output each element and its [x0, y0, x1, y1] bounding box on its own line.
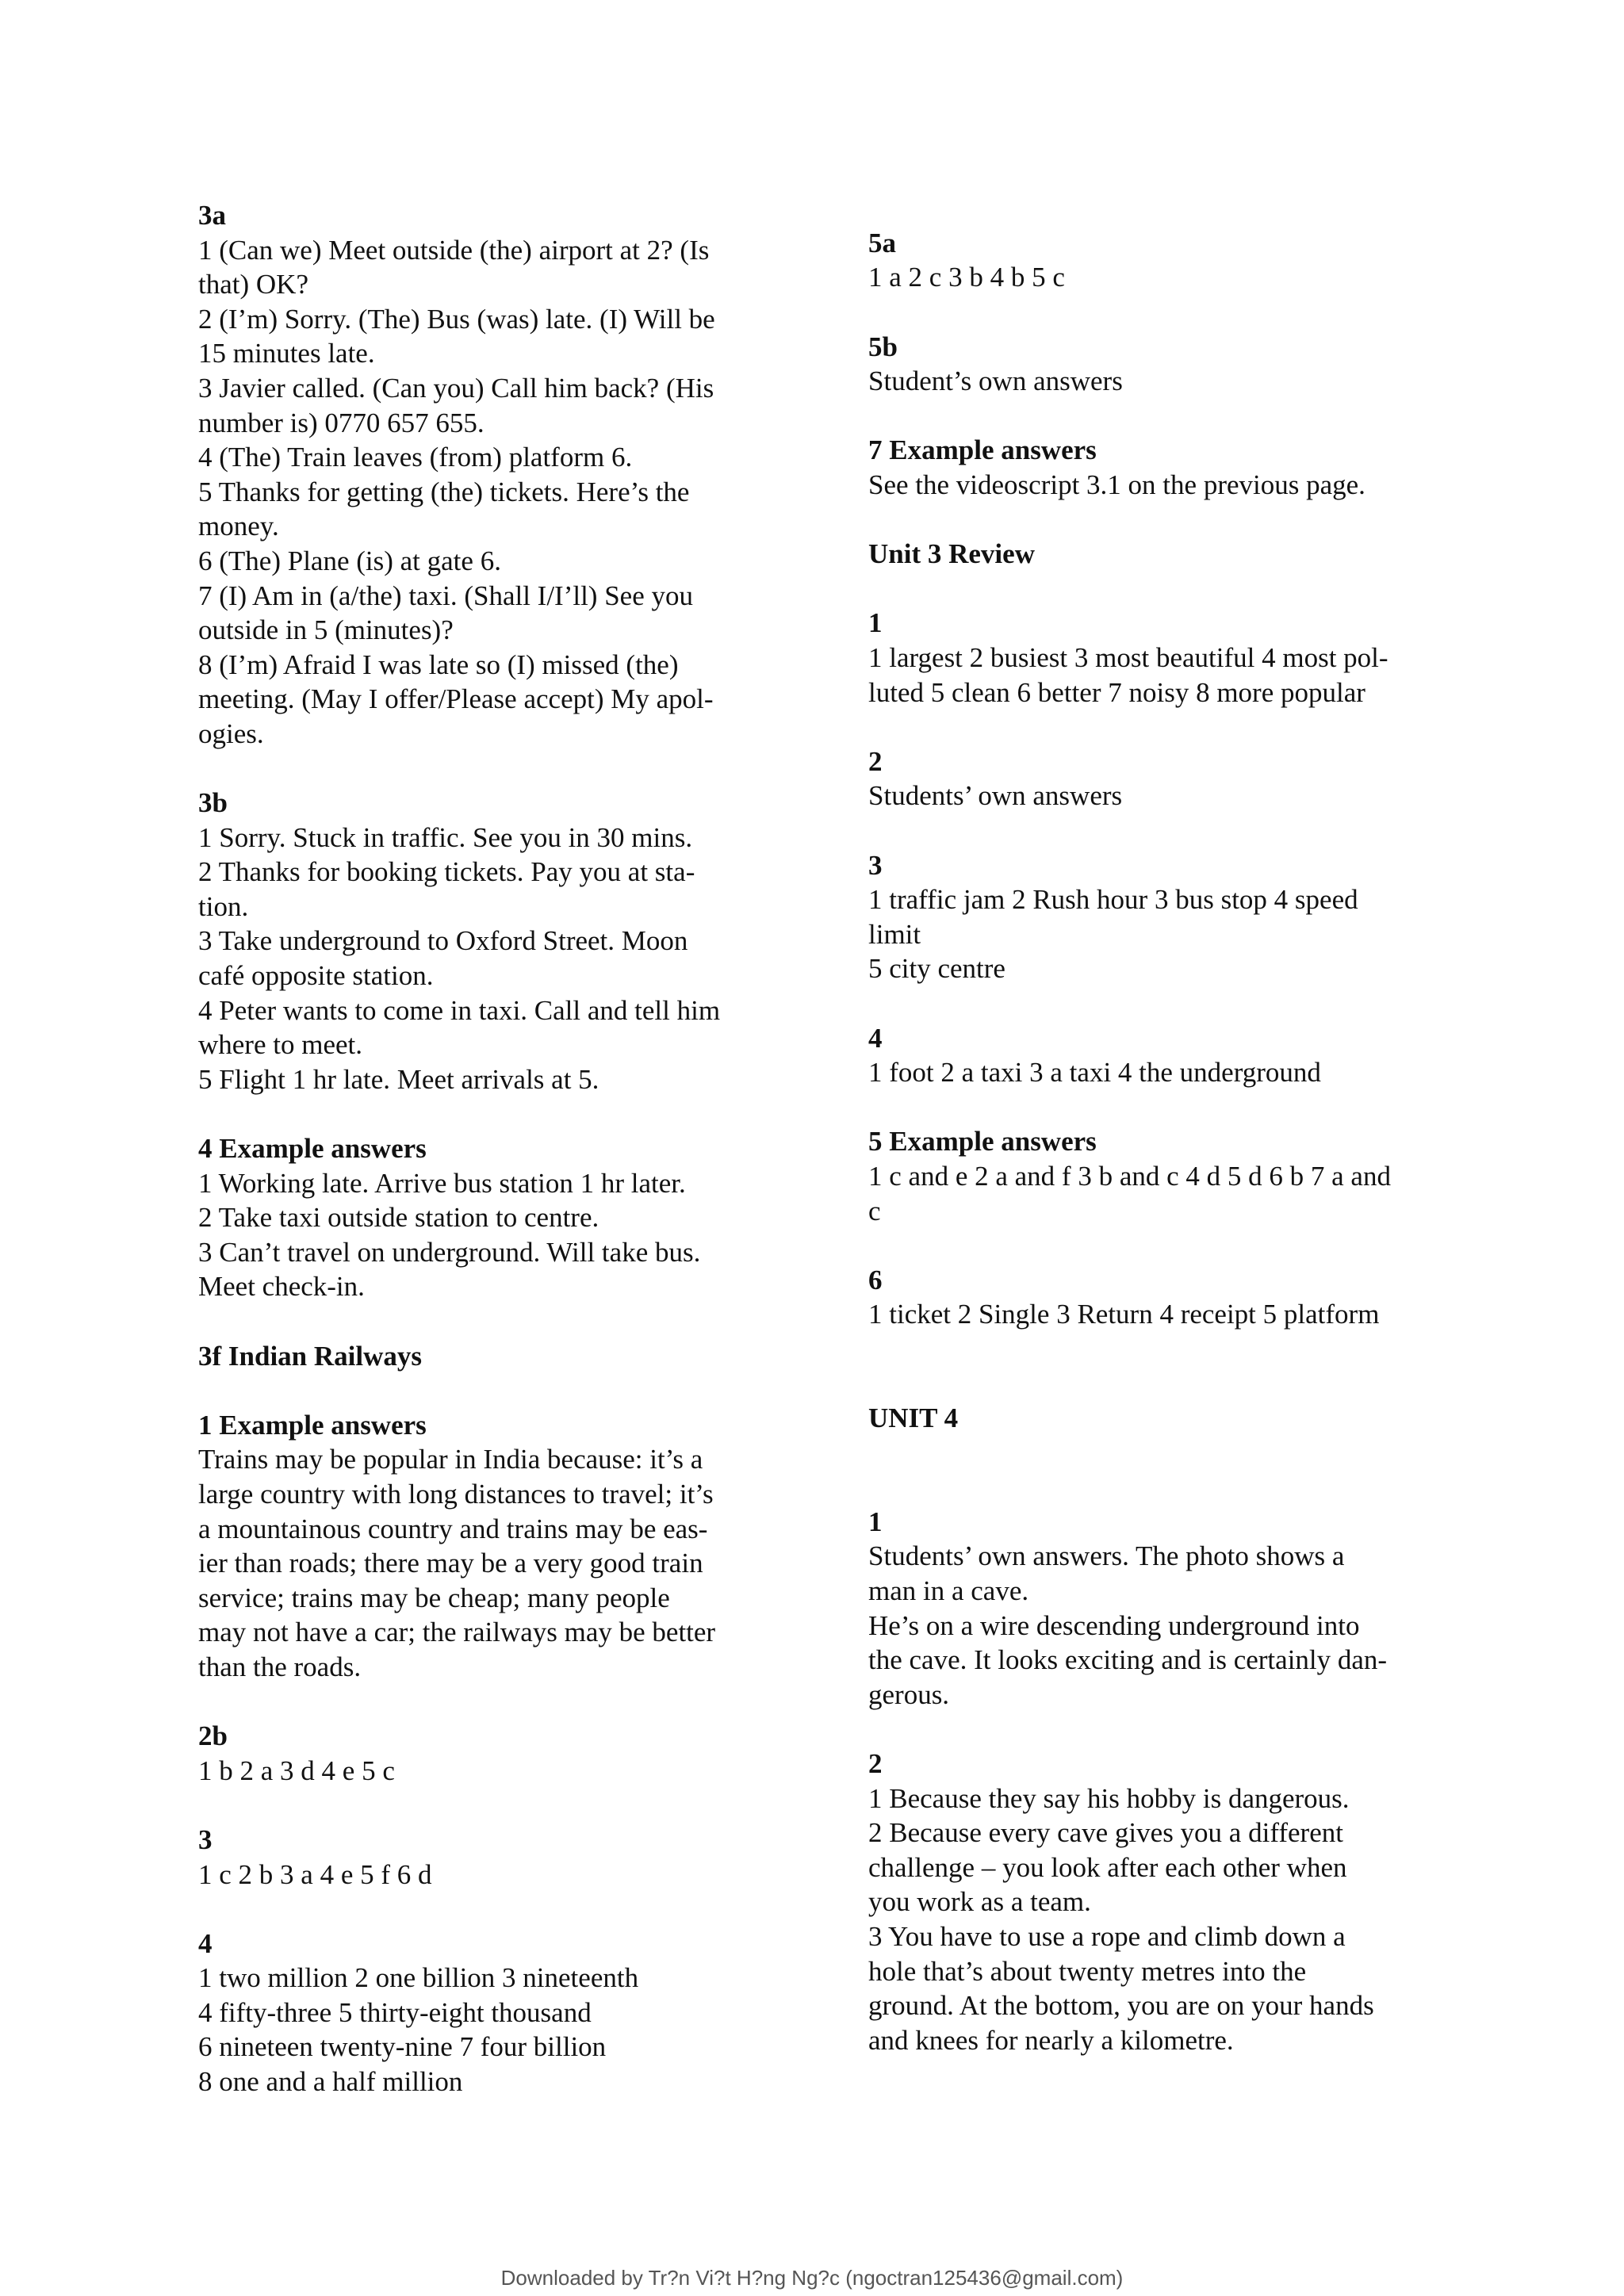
answer-line: limit: [868, 918, 921, 950]
answer-line: 6 (The) Plane (is) at gate 6.: [198, 545, 501, 576]
section-3b: [198, 786, 785, 1096]
answer-line: ground. At the bottom, you are on your hands: [868, 1990, 1374, 2022]
section-heading: 1 Example answers: [198, 1409, 427, 1441]
answer-line: number is) 0770 657 655.: [198, 407, 485, 438]
answer-line: 4 Peter wants to come in taxi. Call and tell him: [198, 994, 721, 1026]
section-heading: 6: [868, 1264, 883, 1295]
answer-line: money.: [198, 511, 279, 542]
download-footer: Downloaded by Tr?n Vi?t H?ng Ng?c (ngoctran125436@gmail.com): [500, 2266, 1124, 2290]
section-4: [198, 1927, 785, 2099]
answer-line: gerous.: [868, 1678, 950, 1710]
section-spacer: [868, 572, 1455, 607]
section-1: [868, 1505, 1455, 1712]
section-heading: 5a: [868, 227, 896, 258]
answer-line: that) OK?: [198, 269, 308, 300]
answer-line: 3 Take underground to Oxford Street. Moon: [198, 925, 688, 957]
answer-line: a mountainous country and trains may be eas-: [198, 1513, 708, 1544]
answer-line: 1 traffic jam 2 Rush hour 3 bus stop 4 speed: [868, 884, 1358, 916]
answer-line: 2 Because every cave gives you a different: [868, 1817, 1343, 1849]
answer-line: the cave. It looks exciting and is certainly dan-: [868, 1644, 1388, 1676]
answer-line: service; trains may be cheap; many people: [198, 1582, 670, 1613]
section-heading: UNIT 4: [868, 1402, 959, 1434]
section-2b: [198, 1719, 785, 1788]
answer-line: 1 Because they say his hobby is dangerous.: [868, 1782, 1350, 1814]
section-spacer: [198, 1788, 785, 1823]
section-spacer: [868, 399, 1455, 434]
answer-line: Students’ own answers: [868, 780, 1123, 812]
section-heading: 3: [868, 849, 883, 881]
section-unit-3-review: [868, 537, 1455, 572]
answer-line: you work as a team.: [868, 1886, 1091, 1918]
section-spacer: [198, 752, 785, 786]
answer-line: 1 c and e 2 a and f 3 b and c 4 d 5 d 6 b 7 a and: [868, 1160, 1391, 1192]
section-heading: 2b: [198, 1720, 228, 1752]
section-2: [868, 744, 1455, 813]
answer-line: 3 Can’t travel on underground. Will take bus.: [198, 1236, 701, 1268]
left-column: [198, 198, 785, 2099]
answer-line: 1 Working late. Arrive bus station 1 hr later.: [198, 1167, 686, 1199]
answer-line: 4 (The) Train leaves (from) platform 6.: [198, 442, 633, 473]
answer-line: 1 largest 2 busiest 3 most beautiful 4 most pol-: [868, 642, 1388, 673]
section-3: [198, 1823, 785, 1892]
section-7-example-answers: [868, 433, 1455, 502]
section-spacer: [868, 295, 1455, 330]
section-heading: 5b: [868, 331, 898, 362]
section-spacer: [868, 986, 1455, 1021]
section-1-example-answers: [198, 1408, 785, 1685]
answer-line: 1 c 2 b 3 a 4 e 5 f 6 d: [198, 1858, 432, 1890]
section-2: [868, 1747, 1455, 2057]
answer-line: tion.: [198, 890, 249, 922]
answer-line: See the videoscript 3.1 on the previous page.: [868, 469, 1365, 501]
section-heading: Unit 3 Review: [868, 538, 1035, 570]
answer-line: 3 You have to use a rope and climb down a: [868, 1920, 1346, 1952]
answer-line: than the roads.: [198, 1651, 362, 1682]
answer-line: and knees for nearly a kilometre.: [868, 2024, 1234, 2056]
section-heading: 4: [868, 1022, 883, 1054]
section-heading: 3b: [198, 787, 228, 819]
section-spacer: [868, 1436, 1455, 1505]
section-spacer: [868, 1228, 1455, 1263]
section-heading: 5 Example answers: [868, 1126, 1097, 1158]
section-heading: 4 Example answers: [198, 1133, 427, 1165]
section-5-example-answers: [868, 1124, 1455, 1228]
section-spacer: [868, 1712, 1455, 1747]
section-heading: 7 Example answers: [868, 434, 1097, 466]
section-4-example-answers: [198, 1131, 785, 1304]
answer-line: 6 nineteen twenty-nine 7 four billion: [198, 2031, 607, 2063]
answer-line: ogies.: [198, 718, 264, 749]
answer-line: Students’ own answers. The photo shows a: [868, 1540, 1345, 1572]
section-4: [868, 1021, 1455, 1090]
answer-line: 5 Flight 1 hr late. Meet arrivals at 5.: [198, 1063, 599, 1095]
answer-line: meeting. (May I offer/Please accept) My apol-: [198, 683, 714, 715]
section-3: [868, 848, 1455, 986]
section-spacer: [198, 1373, 785, 1408]
answer-line: 7 (I) Am in (a/the) taxi. (Shall I/I’ll) See you: [198, 580, 694, 611]
right-column: [868, 198, 1455, 2057]
section-heading: 4: [198, 1927, 213, 1959]
section-heading: 2: [868, 745, 883, 777]
answer-line: man in a cave.: [868, 1575, 1029, 1607]
section-spacer: [198, 1892, 785, 1927]
answer-line: café opposite station.: [198, 960, 434, 992]
answer-line: 15 minutes late.: [198, 338, 375, 369]
section-spacer: [198, 1304, 785, 1339]
answer-line: Student’s own answers: [868, 365, 1123, 397]
answer-line: luted 5 clean 6 better 7 noisy 8 more popular: [868, 676, 1365, 708]
answer-line: Meet check-in.: [198, 1271, 365, 1303]
answer-line: 2 Take taxi outside station to centre.: [198, 1202, 599, 1234]
answer-line: where to meet.: [198, 1029, 362, 1061]
section-heading: 2: [868, 1748, 883, 1779]
answer-line: 1 foot 2 a taxi 3 a taxi 4 the underground: [868, 1057, 1321, 1089]
answer-line: hole that’s about twenty metres into the: [868, 1955, 1307, 1987]
answer-line: 2 (I’m) Sorry. (The) Bus (was) late. (I) Will be: [198, 303, 715, 335]
section-spacer: [198, 1096, 785, 1131]
answer-line: may not have a car; the railways may be better: [198, 1617, 716, 1648]
section-spacer: [868, 198, 1455, 226]
answer-line: 1 a 2 c 3 b 4 b 5 c: [868, 262, 1065, 293]
section-spacer: [198, 1685, 785, 1720]
section-spacer: [868, 813, 1455, 848]
answer-line: challenge – you look after each other when: [868, 1851, 1347, 1883]
section-heading: 1: [868, 607, 883, 639]
answer-line: He’s on a wire descending underground into: [868, 1609, 1360, 1641]
answer-line: 1 b 2 a 3 d 4 e 5 c: [198, 1755, 395, 1786]
answer-line: 2 Thanks for booking tickets. Pay you at sta-: [198, 856, 695, 888]
section-spacer: [868, 1332, 1455, 1401]
answer-line: c: [868, 1195, 881, 1226]
answer-line: 8 one and a half million: [198, 2066, 463, 2098]
section-heading: 3: [198, 1823, 213, 1855]
section-5a: [868, 226, 1455, 295]
section-spacer: [868, 710, 1455, 744]
answer-line: 5 Thanks for getting (the) tickets. Here’s the: [198, 476, 690, 507]
answer-line: 5 city centre: [868, 953, 1005, 985]
section-unit-4: [868, 1401, 1455, 1436]
section-heading: 1: [868, 1506, 883, 1537]
answer-line: Trains may be popular in India because: it’s a: [198, 1444, 703, 1475]
section-5b: [868, 330, 1455, 399]
answer-line: 1 two million 2 one billion 3 nineteenth: [198, 1962, 639, 1994]
answer-line: outside in 5 (minutes)?: [198, 614, 454, 646]
section-heading: 3f Indian Railways: [198, 1340, 423, 1372]
answer-line: 1 Sorry. Stuck in traffic. See you in 30 mins.: [198, 821, 693, 853]
answer-line: large country with long distances to travel; it’s: [198, 1478, 714, 1510]
answer-line: 1 (Can we) Meet outside (the) airport at 2? (Is: [198, 234, 710, 266]
answer-line: 8 (I’m) Afraid I was late so (I) missed (the): [198, 649, 679, 680]
answer-line: 1 ticket 2 Single 3 Return 4 receipt 5 platform: [868, 1299, 1380, 1330]
section-6: [868, 1263, 1455, 1332]
answer-line: 4 fifty-three 5 thirty-eight thousand: [198, 1996, 592, 2028]
section-heading: 3a: [198, 200, 226, 231]
section-spacer: [868, 503, 1455, 538]
section-spacer: [868, 1090, 1455, 1125]
section-3a: [198, 198, 785, 752]
answer-line: 3 Javier called. (Can you) Call him back? (His: [198, 372, 714, 404]
section-1: [868, 606, 1455, 710]
section-3f-indian-railways: [198, 1339, 785, 1374]
answer-line: ier than roads; there may be a very good train: [198, 1548, 703, 1579]
